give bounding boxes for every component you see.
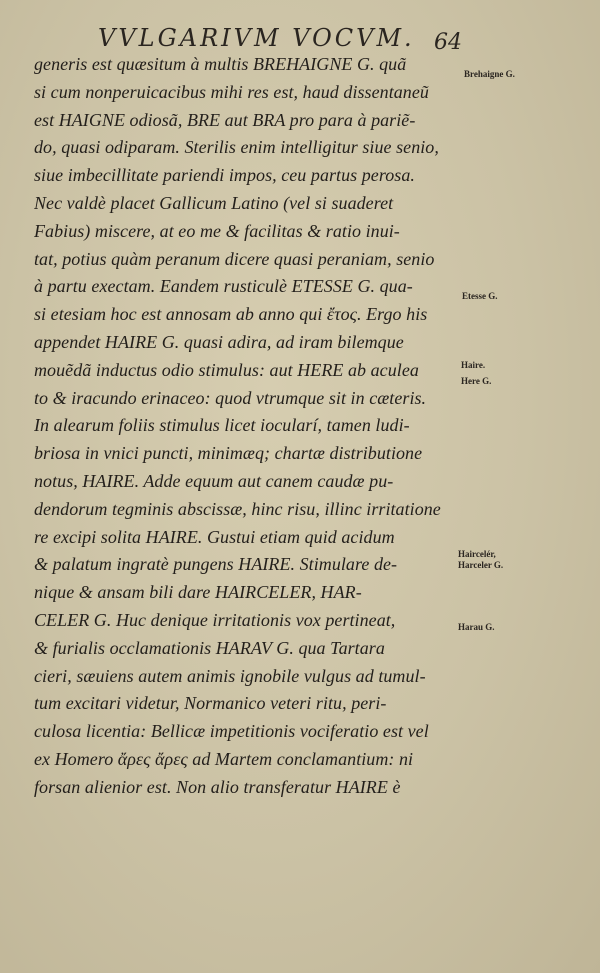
margin-note: Here G. (461, 376, 492, 386)
text-line: generis est quæsitum à multis BREHAIGNE G. quã (34, 54, 407, 74)
text-line: dendorum tegminis abscissæ, hinc risu, illinc irritatione (34, 498, 441, 519)
text-line: do, quasi odiparam. Sterilis enim intelligitur siue senio, (34, 137, 439, 158)
text-line: tat, potius quàm peranum dicere quasi peraniam, senio (34, 248, 435, 269)
text-line: In alearum foliis stimulus licet iocularí, tamen ludi- (34, 415, 410, 436)
text-line: CELER G. Huc denique irritationis vox pertineat, (34, 609, 396, 630)
body-text (34, 51, 460, 802)
text-line: & palatum ingratè pungens HAIRE. Stimulare de- (34, 554, 398, 575)
text-line: notus, HAIRE. Adde equum aut canem caudæ pu- (34, 470, 394, 491)
margin-note: Haircelér, (458, 549, 496, 559)
text-line: est HAIGNE odiosã, BRE aut BRA pro para à pariẽ- (34, 109, 416, 130)
text-line: Nec valdè placet Gallicum Latino (vel si suaderet (34, 192, 394, 213)
margin-note: Brehaigne G. (464, 69, 515, 79)
margin-note: Harceler G. (458, 560, 504, 570)
text-line: tum excitari videtur, Normanico veteri ritu, peri- (34, 693, 387, 714)
text-line: nique & ansam bili dare HAIRCELER, HAR- (34, 582, 362, 603)
text-line: appendet HAIRE G. quasi adira, ad iram bilemque (34, 331, 404, 352)
text-line: si cum nonperuicacibus mihi res est, haud dissentaneũ (34, 81, 429, 102)
text-line: ex Homero ἄρες ἄρες ad Martem conclamantium: ni (34, 748, 414, 769)
text-line: mouẽdã inductus odio stimulus: aut HERE ab aculea (34, 359, 419, 380)
text-line: siue imbecillitate pariendi impos, ceu partus perosa. (34, 165, 415, 186)
running-head: VVLGARIVM VOCVM. (98, 24, 415, 52)
text-line: briosa in vnici puncti, minimæq; chartæ distributione (34, 443, 423, 464)
text-line: Fabius) miscere, at eo me & facilitas & ratio inui- (34, 220, 400, 241)
margin-note: Harau G. (458, 622, 495, 632)
text-line: si etesiam hoc est annosam ab anno qui ἔτος. Ergo his (34, 304, 428, 325)
margin-notes (458, 0, 600, 973)
text-line: re excipi solita HAIRE. Gustui etiam quid acidum (34, 526, 395, 547)
margin-note: Haire. (461, 360, 486, 370)
text-line: & furialis occlamationis HARAV G. qua Tartara (34, 637, 385, 658)
text-line: to & iracundo erinaceo: quod vtrumque sit in cæteris. (34, 387, 427, 408)
text-line: cieri, sæuiens autem animis ignobile vulgus ad tumul- (34, 665, 426, 686)
margin-note: Etesse G. (462, 291, 498, 301)
text-line: forsan alienior est. Non alio transferatur HAIRE è (34, 776, 401, 797)
page-number: 64 (434, 30, 462, 55)
text-line: culosa licentia: Bellicæ impetitionis vociferatio est vel (34, 721, 429, 742)
text-line: à partu exectam. Eandem rusticulè ETESSE G. qua- (34, 276, 413, 297)
